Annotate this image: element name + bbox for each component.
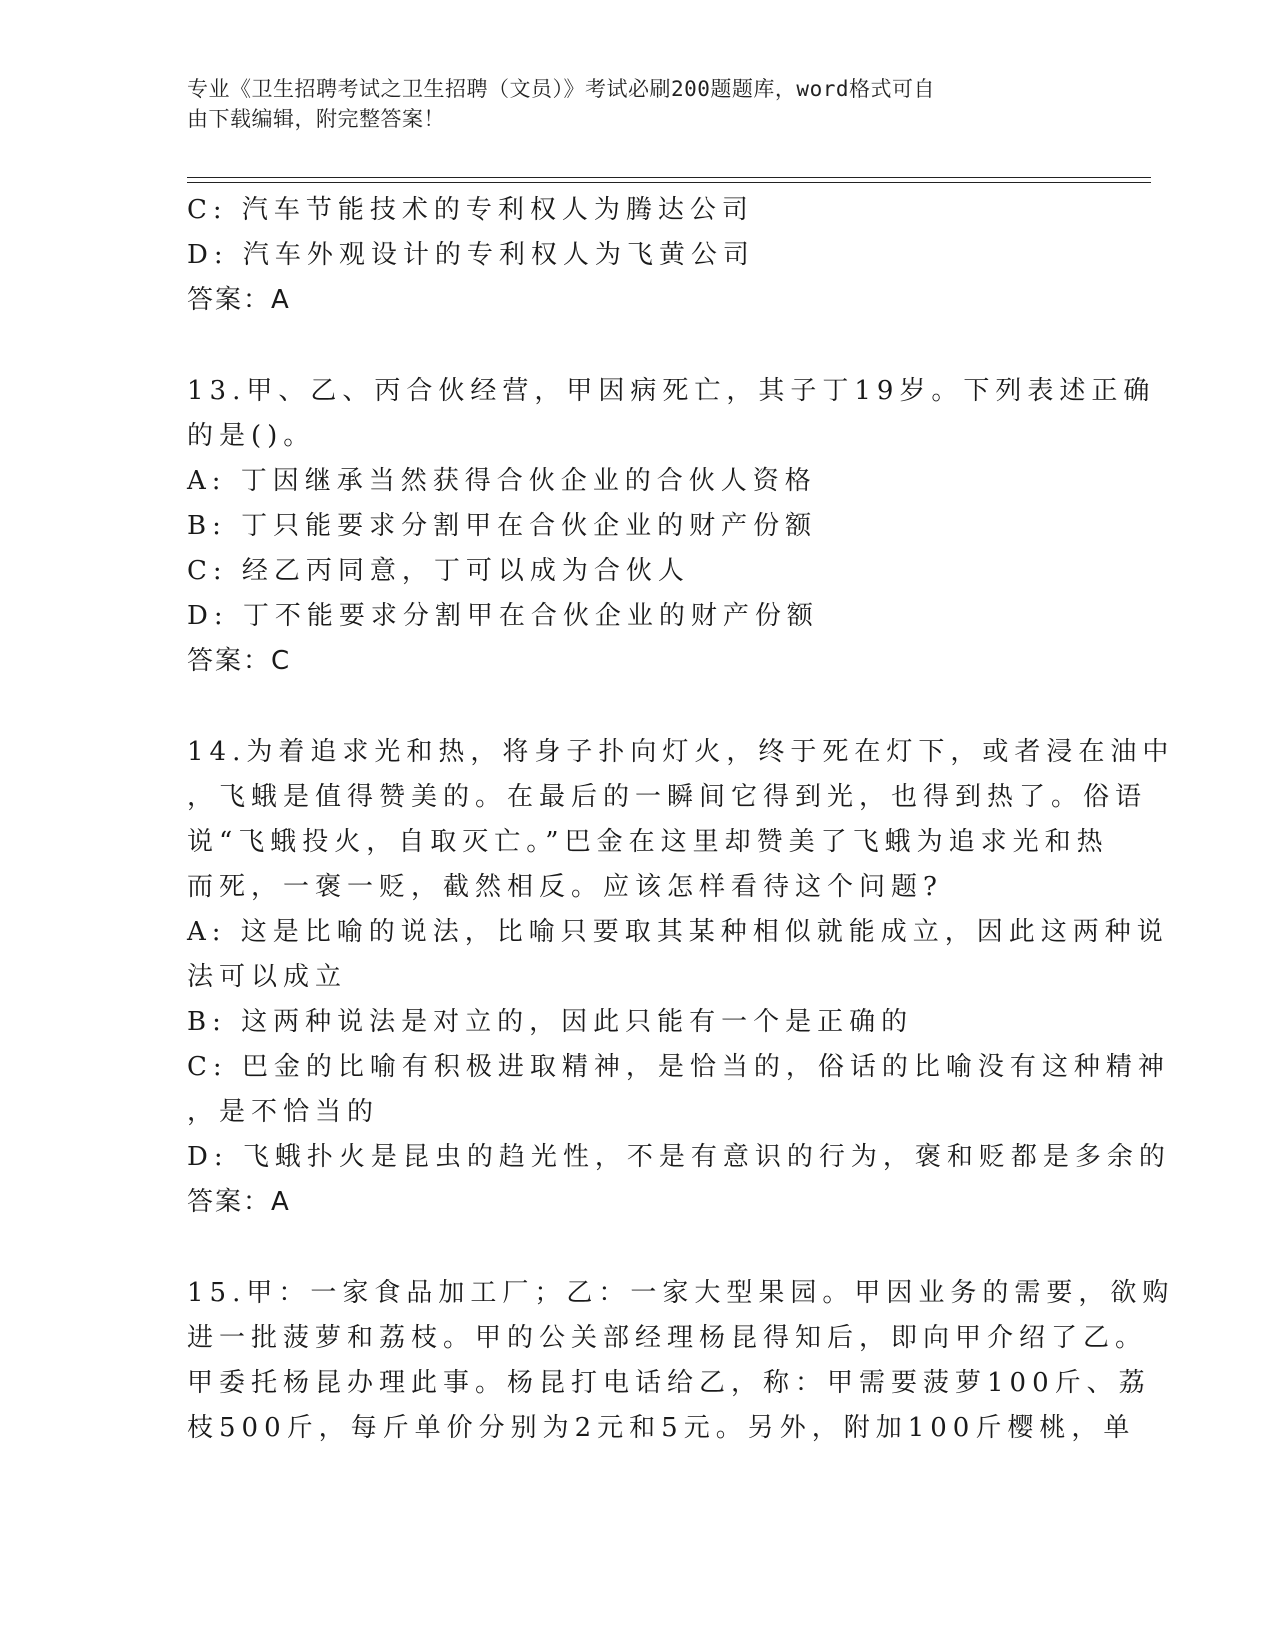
- question-12-tail: [187, 188, 1067, 323]
- question-stem-line: 15.甲：一家食品加工厂；乙：一家大型果园。甲因业务的需要，欲购: [187, 1278, 1175, 1308]
- answer-line: 答案：C: [187, 646, 292, 676]
- option-a-continued: 法可以成立: [187, 962, 348, 992]
- spacer: [187, 1225, 1067, 1271]
- question-stem-line: 的是()。: [187, 421, 316, 451]
- header-line-2: 由下载编辑，附完整答案！: [187, 107, 445, 131]
- spacer: [187, 684, 1067, 730]
- question-stem-line: 13.甲、乙、丙合伙经营，甲因病死亡，其子丁19岁。下列表述正确: [187, 376, 1156, 406]
- question-15: [187, 1271, 1175, 1451]
- question-13: [187, 369, 1156, 684]
- question-stem-line: 而死，一褒一贬，截然相反。应该怎样看待这个问题?: [187, 872, 943, 902]
- question-stem-line: 说“飞蛾投火，自取灭亡。”巴金在这里却赞美了飞蛾为追求光和热: [187, 827, 1109, 857]
- header-line-1: 专业《卫生招聘考试之卫生招聘（文员）》考试必刷200题题库，word格式可自: [187, 77, 935, 101]
- question-stem-line: ，飞蛾是值得赞美的。在最后的一瞬间它得到光，也得到热了。俗语: [187, 782, 1148, 812]
- question-stem-line: 甲委托杨昆办理此事。杨昆打电话给乙，称：甲需要菠萝100斤、荔: [187, 1368, 1151, 1398]
- question-stem-line: 枝500斤，每斤单价分别为2元和5元。另外，附加100斤樱桃，单: [187, 1413, 1136, 1443]
- answer-line: 答案：A: [187, 1187, 291, 1217]
- question-stem-line: 进一批菠萝和荔枝。甲的公关部经理杨昆得知后，即向甲介绍了乙。: [187, 1323, 1148, 1353]
- document-body: [187, 188, 1175, 1451]
- option-c: C: 经乙丙同意，丁可以成为合伙人: [187, 556, 690, 586]
- spacer: [187, 323, 1067, 369]
- question-14: [187, 730, 1175, 1225]
- option-a: A: 丁因继承当然获得合伙企业的合伙人资格: [187, 466, 817, 496]
- header-divider: [187, 177, 1151, 183]
- option-c-continued: ，是不恰当的: [187, 1097, 380, 1127]
- option-c: C: 巴金的比喻有积极进取精神，是恰当的，俗话的比喻没有这种精神: [187, 1052, 1170, 1082]
- option-d: D: 汽车外观设计的专利权人为飞黄公司: [187, 240, 755, 270]
- option-b: B: 这两种说法是对立的，因此只能有一个是正确的: [187, 1007, 914, 1037]
- document-header: [187, 74, 1067, 134]
- question-stem-line: 14.为着追求光和热，将身子扑向灯火，终于死在灯下，或者浸在油中: [187, 737, 1175, 767]
- option-b: B: 丁只能要求分割甲在合伙企业的财产份额: [187, 511, 818, 541]
- option-d: D: 丁不能要求分割甲在合伙企业的财产份额: [187, 601, 819, 631]
- option-a: A: 这是比喻的说法，比喻只要取其某种相似就能成立，因此这两种说: [187, 917, 1169, 947]
- option-c: C: 汽车节能技术的专利权人为腾达公司: [187, 195, 754, 225]
- option-d: D: 飞蛾扑火是昆虫的趋光性，不是有意识的行为，褒和贬都是多余的: [187, 1142, 1171, 1172]
- answer-line: 答案：A: [187, 285, 291, 315]
